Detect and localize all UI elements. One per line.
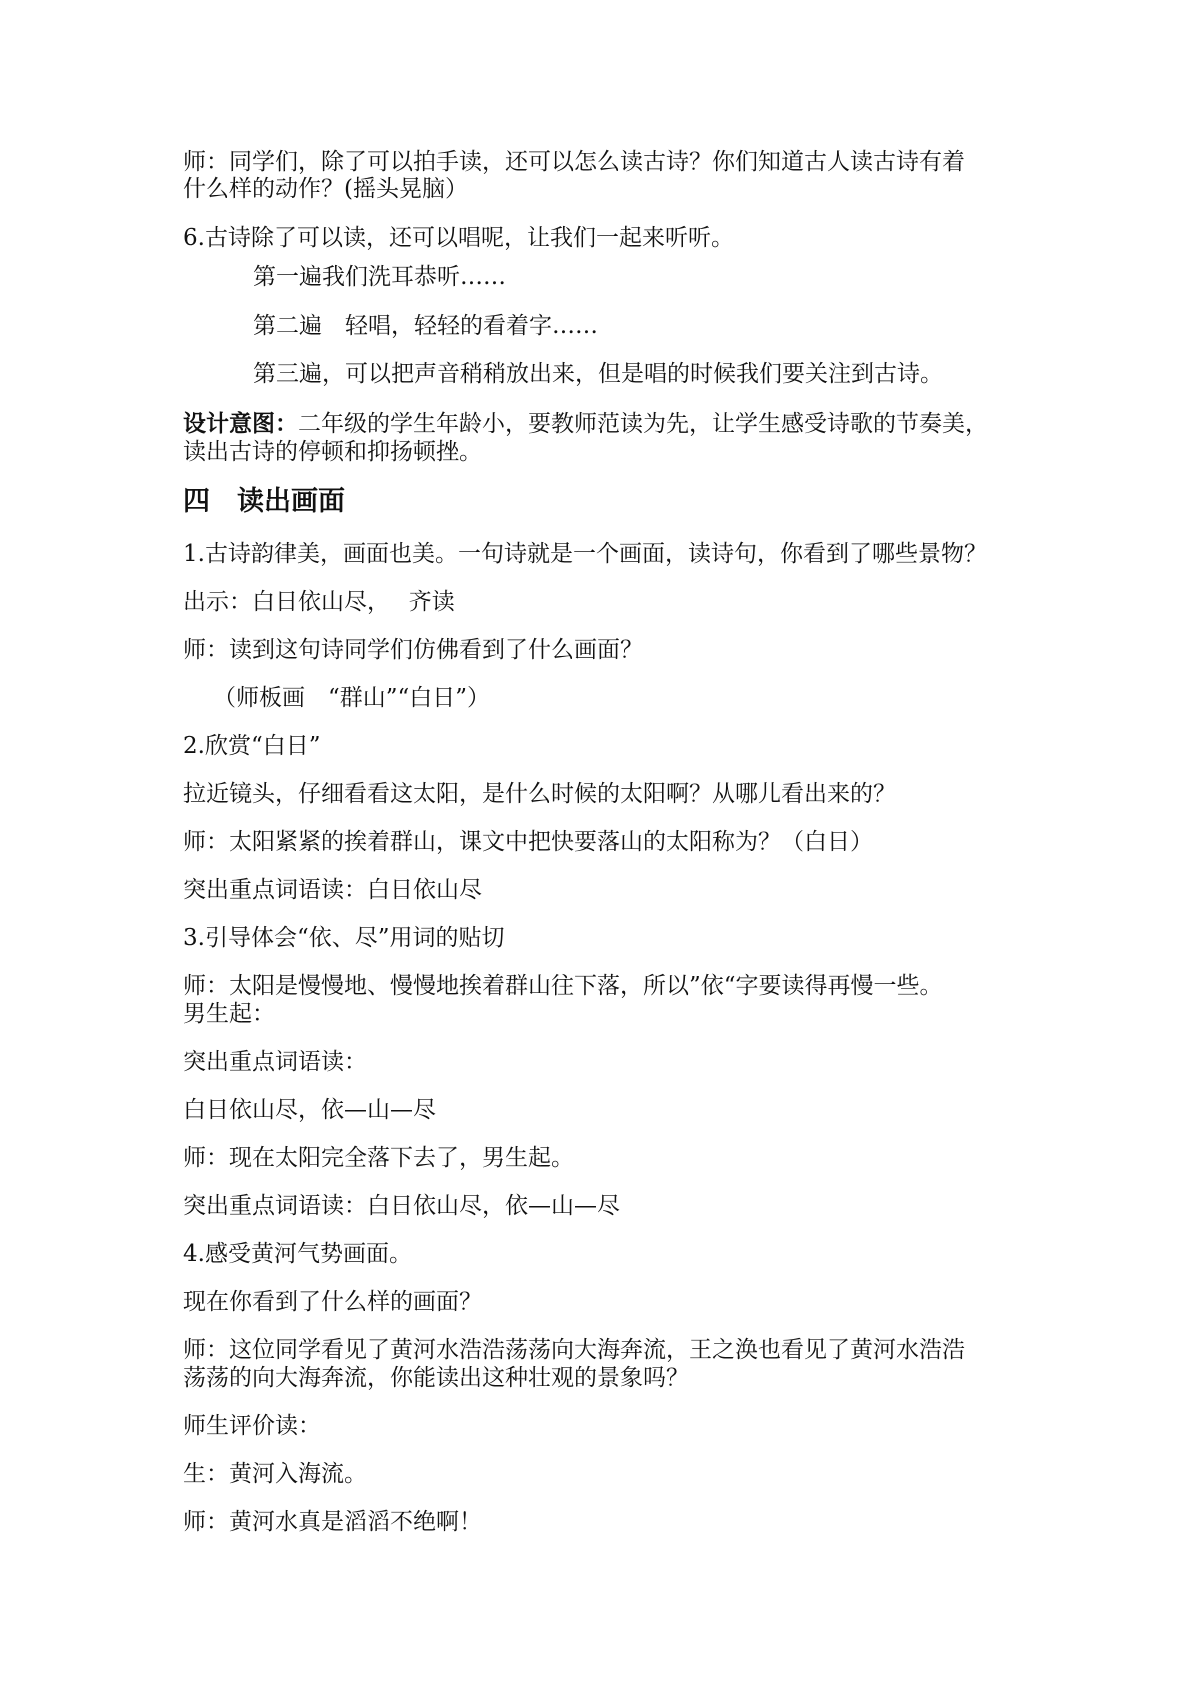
paragraph-line: 生：黄河入海流。 (183, 1461, 367, 1487)
paragraph-line: 突出重点词语读：白日依山尽，依—山—尽 (183, 1193, 620, 1219)
paragraph-line: 出示：白日依山尽， 齐读 (183, 589, 455, 615)
design-intent-line (183, 410, 988, 438)
paragraph-line: 师：黄河水真是滔滔不绝啊！ (183, 1509, 482, 1535)
list-item-6: 6.古诗除了可以读，还可以唱呢，让我们一起来听听。 (183, 225, 734, 251)
design-intent-label: 设计意图： (183, 410, 298, 437)
section-heading: 四 读出画面 (183, 486, 345, 517)
paragraph-line: 荡荡的向大海奔流，你能读出这种壮观的景象吗？ (183, 1365, 689, 1391)
document-page (183, 0, 1023, 1684)
paragraph-line: 师：这位同学看见了黄河水浩浩荡荡向大海奔流，王之涣也看见了黄河水浩浩 (183, 1337, 965, 1363)
paragraph-line: 什么样的动作？(摇头晃脑） (183, 176, 468, 202)
paragraph-line: 突出重点词语读： (183, 1049, 367, 1075)
paragraph-line: 拉近镜头，仔细看看这太阳，是什么时候的太阳啊？从哪儿看出来的？ (183, 781, 896, 807)
paragraph-line: 师生评价读： (183, 1413, 321, 1439)
paragraph-line: 第一遍我们洗耳恭听…… (253, 264, 506, 290)
paragraph-line: 男生起： (183, 1001, 275, 1027)
list-item-3: 3.引导体会“依、尽”用词的贴切 (183, 925, 505, 951)
paragraph-line: 现在你看到了什么样的画面？ (183, 1289, 482, 1315)
paragraph-line: 师：读到这句诗同学们仿佛看到了什么画面？ (183, 637, 643, 663)
paragraph-line: 第二遍 轻唱，轻轻的看着字…… (253, 313, 598, 339)
paragraph-line: 第三遍，可以把声音稍稍放出来，但是唱的时候我们要关注到古诗。 (253, 361, 943, 387)
paragraph-line: 师：太阳是慢慢地、慢慢地挨着群山往下落，所以”依“字要读得再慢一些。 (183, 973, 943, 999)
list-item-1: 1.古诗韵律美，画面也美。一句诗就是一个画面，读诗句，你看到了哪些景物？ (183, 541, 987, 567)
paragraph-line: （师板画 “群山”“白日”） (213, 685, 491, 711)
list-item-2: 2.欣赏“白日” (183, 733, 321, 759)
paragraph-line: 读出古诗的停顿和抑扬顿挫。 (183, 439, 482, 465)
paragraph-line: 师：太阳紧紧的挨着群山，课文中把快要落山的太阳称为？（白日） (183, 829, 873, 855)
paragraph-line: 突出重点词语读：白日依山尽 (183, 877, 482, 903)
paragraph-line: 师：同学们，除了可以拍手读，还可以怎么读古诗？你们知道古人读古诗有着 (183, 149, 965, 175)
paragraph-line: 师：现在太阳完全落下去了，男生起。 (183, 1145, 574, 1171)
paragraph-line: 白日依山尽，依—山—尽 (183, 1097, 436, 1123)
list-item-4: 4.感受黄河气势画面。 (183, 1241, 412, 1267)
design-intent-text: 二年级的学生年龄小，要教师范读为先，让学生感受诗歌的节奏美， (298, 411, 988, 437)
